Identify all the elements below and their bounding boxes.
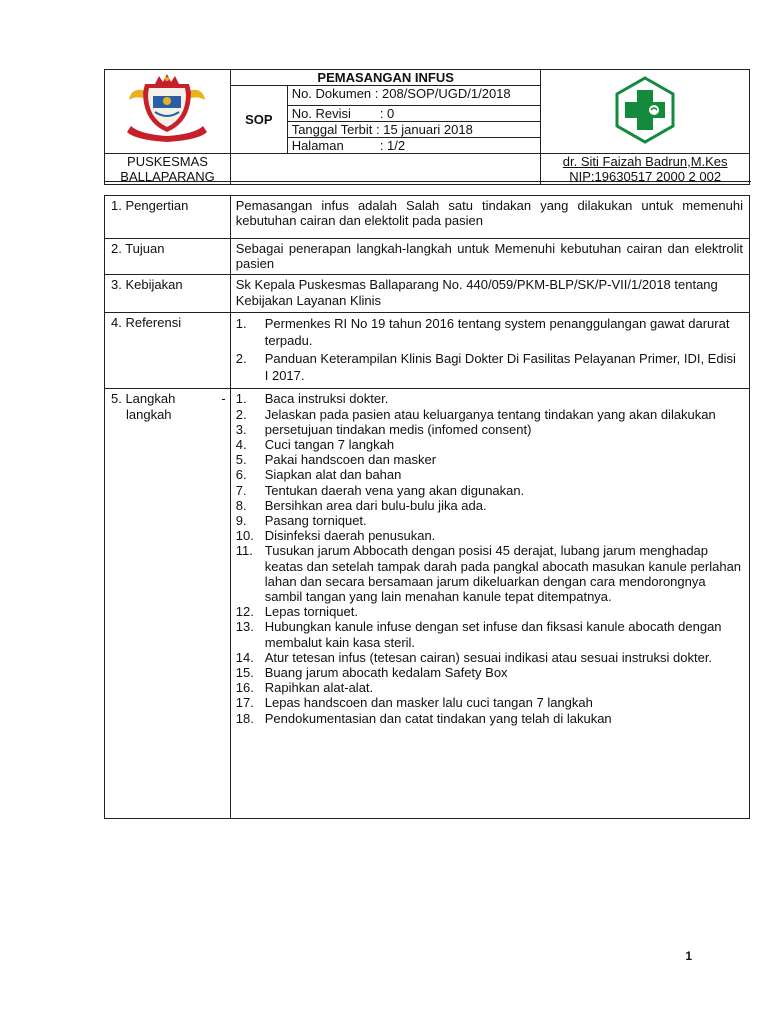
list-item: 12. Lepas torniquet. (235, 604, 358, 620)
meta-page: Halaman : 1/2 (287, 138, 541, 154)
city-emblem-logo (105, 70, 230, 150)
referensi-list (236, 315, 743, 384)
organization-line-2: BALLAPARANG (120, 169, 215, 184)
list-item: 13. Hubungkan kanule infuse dengan set infuse dan fiksasi kanule abocath dengan membalut kain kasa steril. (235, 619, 722, 650)
meta-issue-date: Tanggal Terbit : 15 januari 2018 (287, 122, 541, 138)
signatory-block (541, 154, 750, 185)
row-referensi (105, 313, 750, 389)
organization-name (105, 154, 231, 185)
list-item: 6. Siapkan alat dan bahan (235, 467, 402, 483)
text-kebijakan: Sk Kepala Puskesmas Ballaparang No. 440/059/PKM-BLP/SK/P-VII/1/2018 tentang Kebijakan Layanan Klinis (230, 275, 749, 313)
list-item: 5. Pakai handscoen dan masker (235, 452, 437, 468)
text-tujuan: Sebagai penerapan langkah-langkah untuk Memenuhi kebutuhan cairan dan elektrolit pasien (230, 239, 749, 275)
label-tujuan: 2. Tujuan (105, 239, 231, 275)
list-item: 18. Pendokumentasian dan catat tindakan yang telah di lakukan (235, 710, 612, 726)
document-title: PEMASANGAN INFUS (231, 70, 541, 86)
meta-revision: No. Revisi : 0 (287, 106, 541, 122)
list-item: 16. Rapihkan alat-alat. (235, 680, 374, 696)
row-pengertian (105, 196, 750, 239)
meta-document-number: No. Dokumen : 208/SOP/UGD/1/2018 (287, 86, 541, 106)
list-item: 15. Buang jarum abocath kedalam Safety Box (235, 665, 508, 681)
list-item: 4. Cuci tangan 7 langkah (235, 437, 395, 453)
list-item: 11. Tusukan jarum Abbocath dengan posisi 45 derajat, lubang jarum menghadap keatas dan setelah tampak darah pada pangkal abocath masukan kanule perlahan lahan dan secara bersamaan jarum dikeluarkan dengan cara mendorongnya sambil tangan yang lain menahan kanule tepat ditempatnya. (235, 543, 742, 605)
header-empty-cell (231, 154, 541, 185)
list-item: 2. Panduan Keterampilan Klinis Bagi Dokter Di Fasilitas Pelayanan Primer, IDI, Edisi I 2017. (235, 351, 736, 384)
header-bottom-rule (104, 181, 751, 182)
health-logo-cell (541, 70, 750, 154)
label-langkah (105, 389, 231, 819)
signatory-name: dr. Siti Faizah Badrun,M.Kes (562, 154, 728, 169)
list-item: 17. Lepas handscoen dan masker lalu cuci tangan 7 langkah (235, 695, 593, 711)
label-langkah-b: langkah (126, 406, 172, 422)
sop-content-table (104, 195, 750, 819)
langkah-cell (230, 389, 749, 819)
label-langkah-a: 5. Langkah (111, 391, 176, 407)
label-langkah-dash: - (221, 391, 226, 407)
list-item: 7. Tentukan daerah vena yang akan digunakan. (235, 482, 525, 498)
list-item: 9. Pasang torniquet. (235, 513, 367, 529)
row-tujuan (105, 239, 750, 275)
list-item: 1. Permenkes RI No 19 tahun 2016 tentang system penanggulangan gawat darurat terpadu. (235, 316, 730, 349)
list-item: 8. Bersihkan area dari bulu-bulu jika ada. (235, 497, 487, 513)
row-langkah (105, 389, 750, 819)
label-referensi: 4. Referensi (105, 313, 231, 389)
referensi-cell (230, 313, 749, 389)
health-cross-logo (610, 75, 680, 145)
label-kebijakan: 3. Kebijakan (105, 275, 231, 313)
page-number: 1 (685, 949, 692, 963)
langkah-list (236, 391, 743, 725)
text-pengertian: Pemasangan infus adalah Salah satu tindakan yang dilakukan untuk memenuhi kebutuhan cairan dan elektolit pada pasien (230, 196, 749, 239)
list-item: 10. Disinfeksi daerah penusukan. (235, 528, 436, 544)
label-pengertian: 1. Pengertian (105, 196, 231, 239)
signatory-nip: NIP:19630517 2000 2 002 (569, 169, 722, 184)
list-item: 3. persetujuan tindakan medis (infomed consent) (235, 421, 532, 437)
row-kebijakan (105, 275, 750, 313)
organization-line-1: PUSKESMAS (127, 154, 208, 169)
list-item: 14. Atur tetesan infus (tetesan cairan) sesuai indikasi atau sesuai instruksi dokter. (235, 649, 713, 665)
list-item: 1. Baca instruksi dokter. (235, 391, 389, 407)
sop-label: SOP (231, 86, 288, 154)
list-item: 2. Jelaskan pada pasien atau keluarganya tentang tindakan yang akan dilakukan (235, 406, 716, 422)
sop-header-table (104, 69, 750, 185)
city-emblem-cell (105, 70, 231, 154)
